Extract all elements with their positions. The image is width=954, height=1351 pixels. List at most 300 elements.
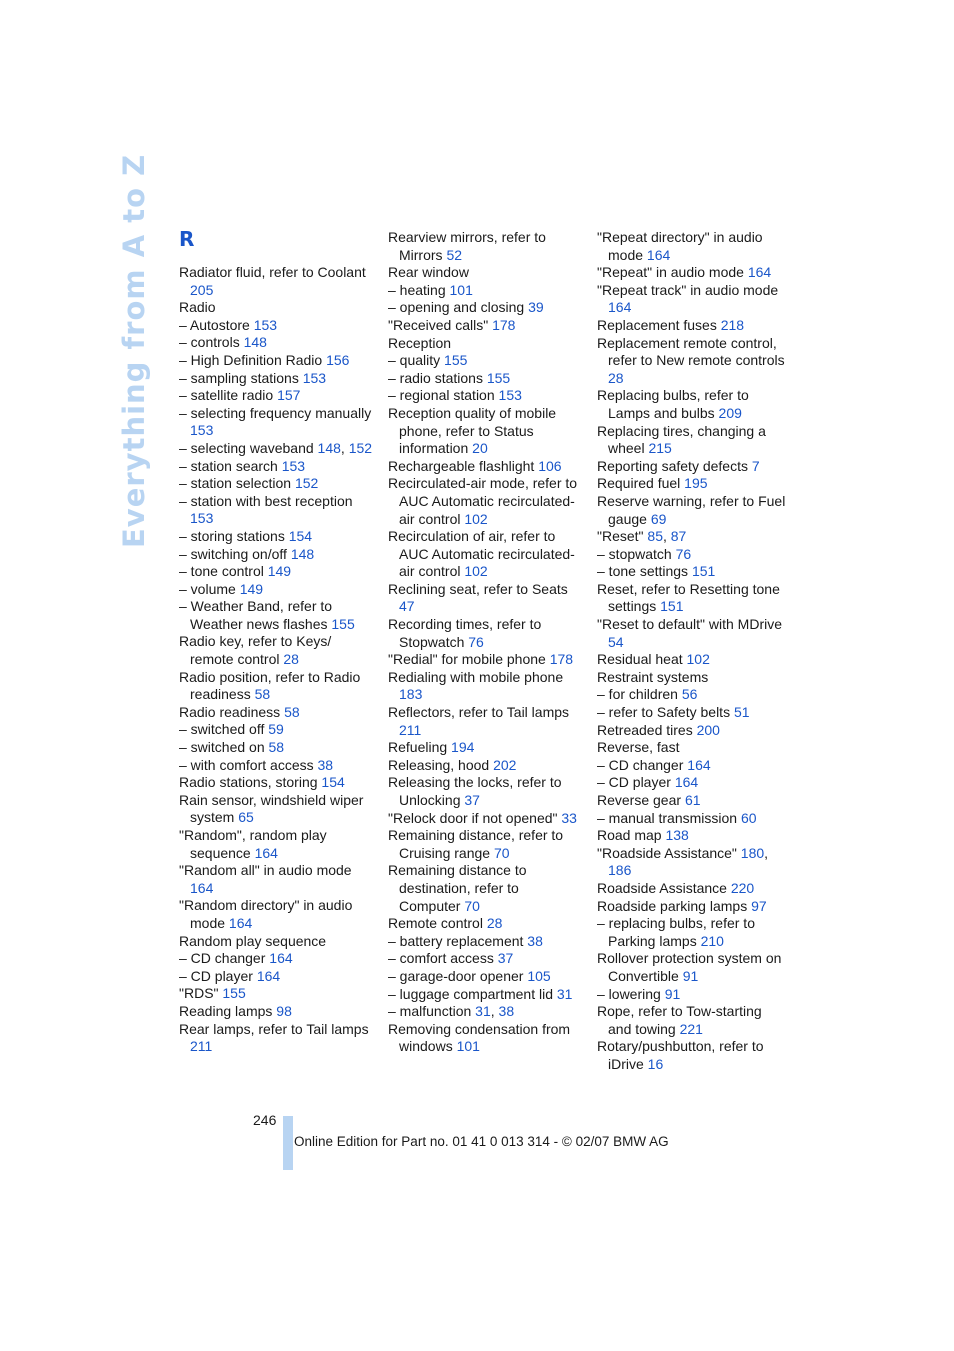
- entry-text: – satellite radio: [179, 387, 274, 404]
- entry-text: – CD player: [597, 774, 671, 791]
- page-link[interactable]: 210: [700, 932, 724, 949]
- page-link[interactable]: 153: [281, 457, 306, 474]
- page-link[interactable]: 155: [222, 985, 246, 1002]
- page-link[interactable]: 33: [561, 809, 577, 826]
- page-link[interactable]: 209: [718, 404, 742, 421]
- entry-text: Reception: [388, 334, 452, 351]
- entry-text: – luggage compartment lid: [388, 985, 553, 1002]
- index-entry: [388, 317, 584, 335]
- entry-text: Reflectors, refer to Tail lamps: [388, 704, 570, 721]
- entry-text: – malfunction: [388, 1003, 472, 1020]
- index-entry: [597, 264, 787, 282]
- index-entry: [597, 774, 787, 792]
- entry-text: "Reset": [597, 528, 644, 545]
- index-entry: [597, 475, 787, 493]
- entry-text: – volume: [179, 580, 236, 597]
- page-link[interactable]: 164: [256, 967, 281, 984]
- entry-text: – comfort access: [388, 950, 494, 967]
- index-entry: [597, 387, 787, 422]
- entry-text: – lowering: [597, 985, 661, 1002]
- entry-text: Replacement fuses: [597, 316, 717, 333]
- entry-text: "Random directory" in audio mode: [179, 897, 353, 931]
- entry-text: – CD player: [179, 967, 253, 984]
- index-entry: [179, 405, 375, 440]
- index-entry: [388, 651, 584, 669]
- index-entry: [179, 493, 375, 528]
- entry-text: Replacement remote control, refer to New remote controls: [597, 334, 785, 369]
- index-entry: [179, 669, 375, 704]
- entry-text: Rear lamps, refer to Tail lamps: [179, 1020, 369, 1037]
- entry-text: Remote control: [388, 915, 483, 932]
- page-link[interactable]: 156: [326, 351, 350, 368]
- entry-text: – refer to Safety belts: [597, 704, 731, 721]
- page-link[interactable]: 153: [302, 369, 327, 386]
- index-entry: [179, 528, 375, 546]
- page-link[interactable]: 102: [464, 563, 488, 580]
- index-entry: [179, 757, 375, 775]
- page-link[interactable]: 7: [751, 457, 760, 474]
- index-entry: [179, 598, 375, 633]
- page-link[interactable]: 102: [686, 651, 710, 668]
- entry-text: Reverse gear: [597, 792, 682, 808]
- page-link[interactable]: 37: [497, 950, 514, 967]
- entry-text: Road map: [597, 827, 662, 844]
- index-entry: [597, 546, 787, 564]
- page-link[interactable]: 221: [679, 1020, 703, 1037]
- page-link[interactable]: 178: [492, 316, 516, 333]
- entry-text: "Repeat track" in audio mode: [597, 281, 779, 298]
- page-link[interactable]: 151: [660, 598, 684, 615]
- index-entry: [597, 915, 787, 950]
- entry-text: Releasing the locks, refer to Unlocking: [388, 774, 562, 808]
- index-entry: [388, 335, 584, 353]
- index-entry: [597, 1038, 787, 1073]
- entry-text: Roadside parking lamps: [597, 897, 748, 914]
- page-number: 246: [253, 1112, 277, 1128]
- entry-text: – switching on/off: [179, 545, 287, 562]
- page-link[interactable]: 205: [190, 281, 214, 298]
- page-link[interactable]: 153: [498, 387, 522, 404]
- page-link[interactable]: 151: [691, 563, 716, 580]
- page-link[interactable]: 215: [648, 440, 672, 457]
- page-link[interactable]: 211: [190, 1038, 213, 1055]
- entry-text: Radiator fluid, refer to Coolant: [179, 264, 366, 280]
- entry-text: – High Definition Radio: [179, 351, 323, 368]
- index-entry: [597, 704, 787, 722]
- page-link[interactable]: 85: [647, 528, 663, 545]
- page-link[interactable]: 218: [720, 316, 745, 333]
- index-entry: [179, 985, 375, 1003]
- index-entry: [179, 897, 375, 932]
- index-entry: [388, 475, 584, 528]
- index-entry: [597, 458, 787, 476]
- index-entry: [179, 1003, 375, 1021]
- entry-text: Refueling: [388, 739, 448, 756]
- index-column-3: [597, 229, 787, 1074]
- entry-text: Remaining distance to destination, refer to Computer: [388, 862, 527, 914]
- page-link[interactable]: 148: [243, 334, 267, 351]
- entry-text: – Weather Band, refer to Weather news flashes: [179, 598, 333, 632]
- index-entry: [597, 757, 787, 775]
- index-entry: "Reset" 85, 87: [597, 528, 687, 545]
- section-letter: R: [179, 227, 195, 251]
- page-link[interactable]: 186: [608, 862, 632, 879]
- entry-text: Roadside Assistance: [597, 879, 727, 896]
- index-entry: [597, 669, 787, 687]
- entry-text: Required fuel: [597, 475, 681, 492]
- index-entry: [388, 862, 584, 915]
- page-link[interactable]: 183: [399, 686, 423, 703]
- page-link[interactable]: 39: [528, 299, 544, 316]
- index-entry: [597, 581, 787, 616]
- page-link[interactable]: 20: [472, 440, 488, 457]
- page-link[interactable]: 138: [665, 827, 689, 844]
- entry-text: – garage-door opener: [388, 967, 524, 984]
- page-link[interactable]: 59: [268, 721, 284, 738]
- index-entry: [388, 950, 584, 968]
- index-entry: [179, 264, 375, 299]
- index-entry: [597, 563, 787, 581]
- entry-text: – manual transmission: [597, 809, 738, 826]
- entry-text: "Repeat" in audio mode: [597, 264, 744, 281]
- index-entry: [179, 792, 375, 827]
- page-link[interactable]: 70: [493, 844, 510, 861]
- page-link[interactable]: 195: [684, 475, 708, 492]
- index-entry: [179, 352, 375, 370]
- page-link[interactable]: 60: [740, 809, 757, 826]
- page-link[interactable]: 153: [190, 510, 214, 527]
- index-entry: [388, 229, 584, 264]
- entry-text: Replacing tires, changing a wheel: [597, 422, 766, 457]
- page-link[interactable]: 164: [687, 756, 711, 773]
- index-entry: [179, 739, 375, 757]
- index-entry: [179, 458, 375, 476]
- index-entry: [179, 774, 375, 792]
- entry-text: Retreaded tires: [597, 721, 693, 738]
- page-link[interactable]: 106: [538, 457, 562, 474]
- entry-text: Reset, refer to Resetting tone settings: [597, 580, 780, 615]
- page-link[interactable]: 149: [267, 563, 292, 580]
- entry-text: – stopwatch: [597, 545, 672, 562]
- entry-text: – Autostore: [179, 316, 250, 333]
- page-link[interactable]: 16: [647, 1055, 664, 1072]
- entry-text: "Random all" in audio mode: [179, 862, 352, 879]
- page-link[interactable]: 149: [239, 580, 264, 597]
- index-entry: [597, 810, 787, 828]
- index-entry: [597, 335, 787, 388]
- index-entry: [388, 405, 584, 458]
- page-link[interactable]: 28: [608, 369, 624, 386]
- entry-text: – quality: [388, 352, 441, 369]
- index-entry: [179, 933, 375, 951]
- entry-text: "Reset to default" with MDrive: [597, 616, 783, 633]
- index-entry: [179, 546, 375, 564]
- index-entry: [179, 334, 375, 352]
- page-link[interactable]: 56: [681, 686, 698, 703]
- index-entry: [388, 387, 584, 405]
- entry-text: – with comfort access: [179, 756, 314, 773]
- index-entry: [388, 264, 584, 282]
- page-link[interactable]: 76: [675, 545, 692, 562]
- page-link[interactable]: 164: [190, 879, 214, 896]
- index-entry: [179, 862, 375, 897]
- page-link[interactable]: 155: [486, 369, 511, 386]
- page-link[interactable]: 101: [456, 1038, 480, 1055]
- entry-text: Radio stations, storing: [179, 774, 318, 791]
- index-entry: [179, 1021, 375, 1056]
- entry-text: Recirculation of air, refer to AUC Automatic recirculated-air control: [388, 528, 575, 580]
- entry-text: Radio key, refer to Keys/ remote control: [179, 633, 332, 668]
- page-link[interactable]: 38: [498, 1003, 515, 1020]
- side-chapter-title: Everything from A to Z: [117, 153, 151, 548]
- index-entry: [179, 370, 375, 388]
- entry-text: Rain sensor, windshield wiper system: [179, 791, 364, 826]
- index-entry: [388, 915, 584, 933]
- entry-text: Rearview mirrors, refer to Mirrors: [388, 229, 546, 263]
- page-link[interactable]: 91: [664, 985, 681, 1002]
- entry-text: Rollover protection system on Convertible: [597, 950, 782, 984]
- index-entry: [388, 581, 584, 616]
- entry-text: – battery replacement: [388, 932, 524, 949]
- page-link[interactable]: 155: [444, 352, 468, 369]
- index-entry: [597, 229, 787, 264]
- page-link[interactable]: 164: [747, 264, 772, 281]
- entry-text: – sampling stations: [179, 369, 299, 386]
- entry-text: – switched off: [179, 721, 265, 738]
- entry-text: – heating: [388, 281, 446, 298]
- page-link[interactable]: 155: [331, 615, 355, 632]
- entry-text: Reserve warning, refer to Fuel gauge: [597, 492, 786, 527]
- index-entry: "Roadside Assistance" 180, 186: [597, 844, 769, 879]
- entry-text: Reception quality of mobile phone, refer to Status information: [388, 404, 557, 457]
- entry-text: – controls: [179, 334, 240, 351]
- page-link[interactable]: 164: [254, 844, 278, 861]
- index-entry: [388, 704, 584, 739]
- index-entry: [388, 968, 584, 986]
- index-column-2: [388, 229, 584, 1056]
- index-entry: [179, 581, 375, 599]
- entry-text: – selecting frequency manually: [179, 404, 372, 421]
- page-link[interactable]: 148: [290, 545, 315, 562]
- entry-text: – CD changer: [179, 950, 266, 967]
- entry-text: Rechargeable flashlight: [388, 457, 535, 474]
- index-entry: [597, 423, 787, 458]
- index-entry: [179, 968, 375, 986]
- index-entry: – selecting waveband 148, 152: [179, 439, 373, 456]
- index-entry: [597, 651, 787, 669]
- page-link[interactable]: 97: [751, 897, 767, 914]
- page-link[interactable]: 152: [348, 439, 373, 456]
- entry-text: – for children: [597, 686, 678, 703]
- entry-text: Random play sequence: [179, 932, 327, 949]
- entry-text: – radio stations: [388, 369, 483, 386]
- index-entry: [179, 387, 375, 405]
- page-link[interactable]: 202: [493, 756, 517, 773]
- index-entry: [388, 299, 584, 317]
- entry-text: "Repeat directory" in audio mode: [597, 229, 763, 263]
- index-entry: [388, 370, 584, 388]
- page-link[interactable]: 164: [228, 914, 253, 931]
- page-link[interactable]: 153: [253, 316, 278, 333]
- index-entry: [179, 475, 375, 493]
- page-link[interactable]: 65: [238, 809, 254, 826]
- page-link[interactable]: 70: [464, 897, 480, 914]
- page-link[interactable]: 54: [608, 633, 624, 650]
- entry-text: – station selection: [179, 475, 292, 492]
- page-link[interactable]: 178: [549, 651, 574, 668]
- index-entry: [388, 528, 584, 581]
- index-entry: [597, 493, 787, 528]
- page-link[interactable]: 87: [670, 528, 687, 545]
- entry-text: Restraint systems: [597, 668, 709, 685]
- page-link[interactable]: 51: [733, 704, 750, 721]
- entry-text: Radio: [179, 299, 216, 316]
- index-entry: [597, 898, 787, 916]
- entry-text: – storing stations: [179, 527, 285, 544]
- page-link[interactable]: 148: [317, 439, 341, 456]
- page-link[interactable]: 31: [475, 1003, 491, 1020]
- index-entry: [388, 774, 584, 809]
- index-entry: [597, 880, 787, 898]
- index-entry: [179, 950, 375, 968]
- page-link[interactable]: 38: [317, 756, 334, 773]
- index-entry: [597, 827, 787, 845]
- index-entry: [388, 827, 584, 862]
- index-entry: [179, 721, 375, 739]
- entry-text: Reading lamps: [179, 1002, 273, 1019]
- entry-text: Reverse, fast: [597, 739, 680, 756]
- index-entry: [179, 827, 375, 862]
- entry-text: "Relock door if not opened": [388, 809, 558, 826]
- entry-text: "RDS": [179, 985, 219, 1002]
- page-link[interactable]: 152: [294, 475, 319, 492]
- index-entry: [597, 739, 787, 757]
- index-entry: [388, 669, 584, 704]
- index-entry: [179, 299, 375, 317]
- page-link[interactable]: 220: [730, 879, 755, 896]
- page-link[interactable]: 98: [276, 1002, 292, 1019]
- page-link[interactable]: 52: [446, 246, 463, 263]
- page-link[interactable]: 37: [464, 792, 480, 808]
- index-entry: [388, 616, 584, 651]
- index-entry: [388, 458, 584, 476]
- page-link[interactable]: 58: [268, 739, 285, 756]
- entry-text: Rear window: [388, 264, 469, 281]
- entry-text: Residual heat: [597, 651, 683, 668]
- footer-edition-text: Online Edition for Part no. 01 41 0 013 314 - © 02/07 BMW AG: [294, 1134, 669, 1149]
- index-entry: [597, 1003, 787, 1038]
- index-entry: [388, 810, 584, 828]
- entry-text: – replacing bulbs, refer to Parking lamps: [597, 915, 755, 949]
- page-link[interactable]: 28: [283, 651, 299, 668]
- entry-text: Recording times, refer to Stopwatch: [388, 616, 542, 650]
- index-entry: [179, 633, 375, 668]
- page-link[interactable]: 154: [288, 527, 313, 544]
- index-entry: [388, 352, 584, 370]
- index-entry: [179, 704, 375, 722]
- index-entry: [388, 933, 584, 951]
- page-link[interactable]: 47: [399, 598, 415, 615]
- index-entry: [388, 1021, 584, 1056]
- entry-text: Redialing with mobile phone: [388, 668, 564, 685]
- entry-text: – CD changer: [597, 756, 684, 773]
- entry-text: – regional station: [388, 387, 495, 404]
- page-link[interactable]: 28: [486, 915, 503, 932]
- index-entry: [597, 950, 787, 985]
- page-link[interactable]: 164: [269, 950, 293, 967]
- entry-text: Rotary/pushbutton, refer to iDrive: [597, 1038, 764, 1072]
- page-link[interactable]: 101: [449, 281, 473, 298]
- entry-text: – selecting waveband: [179, 439, 314, 456]
- index-entry: [597, 792, 787, 810]
- entry-text: – station search: [179, 457, 278, 474]
- index-entry: – malfunction 31, 38: [388, 1003, 515, 1020]
- page-link[interactable]: 69: [650, 510, 667, 527]
- index-column-1: [179, 264, 375, 1056]
- footer-accent-bar: [283, 1116, 293, 1170]
- entry-text: Reporting safety defects: [597, 457, 748, 474]
- index-entry: [597, 616, 787, 651]
- page-link[interactable]: 164: [646, 246, 671, 263]
- entry-text: Releasing, hood: [388, 756, 490, 773]
- page-link[interactable]: 211: [399, 721, 422, 738]
- entry-text: Removing condensation from windows: [388, 1020, 571, 1055]
- page-link[interactable]: 164: [608, 299, 632, 316]
- page-link[interactable]: 105: [527, 967, 551, 984]
- entry-text: "Random", random play sequence: [179, 827, 327, 861]
- page-link[interactable]: 164: [674, 774, 699, 791]
- index-entry: [597, 686, 787, 704]
- entry-text: – opening and closing: [388, 299, 525, 316]
- page-link[interactable]: 102: [464, 510, 488, 527]
- page-link[interactable]: 58: [284, 703, 300, 720]
- entry-text: "Roadside Assistance": [597, 844, 737, 861]
- entry-text: Rope, refer to Tow-starting and towing: [597, 1003, 762, 1037]
- entry-text: "Redial" for mobile phone: [388, 651, 546, 668]
- page-link[interactable]: 58: [254, 686, 271, 703]
- page-link[interactable]: 76: [468, 633, 484, 650]
- entry-text: – tone control: [179, 563, 264, 580]
- page-link[interactable]: 61: [684, 792, 701, 808]
- page-link[interactable]: 154: [321, 774, 345, 791]
- index-entry: [388, 986, 584, 1004]
- entry-text: Reclining seat, refer to Seats: [388, 580, 568, 597]
- page-link[interactable]: 91: [682, 967, 699, 984]
- index-entry: [597, 986, 787, 1004]
- page-link[interactable]: 200: [696, 721, 720, 738]
- page-link[interactable]: 157: [277, 387, 301, 404]
- entry-text: – switched on: [179, 739, 265, 756]
- page-link[interactable]: 153: [190, 422, 214, 439]
- entry-text: Radio position, refer to Radio readiness: [179, 668, 361, 703]
- index-entry: [597, 722, 787, 740]
- index-entry: [388, 282, 584, 300]
- entry-text: – tone settings: [597, 563, 689, 580]
- page-link[interactable]: 194: [451, 739, 475, 756]
- page-link[interactable]: 180: [740, 844, 765, 861]
- entry-text: "Received calls": [388, 316, 489, 333]
- index-entry: [597, 317, 787, 335]
- index-entry: [388, 739, 584, 757]
- index-entry: [388, 757, 584, 775]
- entry-text: – station with best reception: [179, 492, 353, 509]
- page-link[interactable]: 38: [527, 932, 543, 949]
- entry-text: Remaining distance, refer to Cruising range: [388, 827, 564, 861]
- page-link[interactable]: 31: [556, 985, 573, 1002]
- entry-text: Radio readiness: [179, 703, 281, 720]
- entry-text: Recirculated-air mode, refer to AUC Automatic recirculated-air control: [388, 475, 578, 527]
- index-entry: [179, 317, 375, 335]
